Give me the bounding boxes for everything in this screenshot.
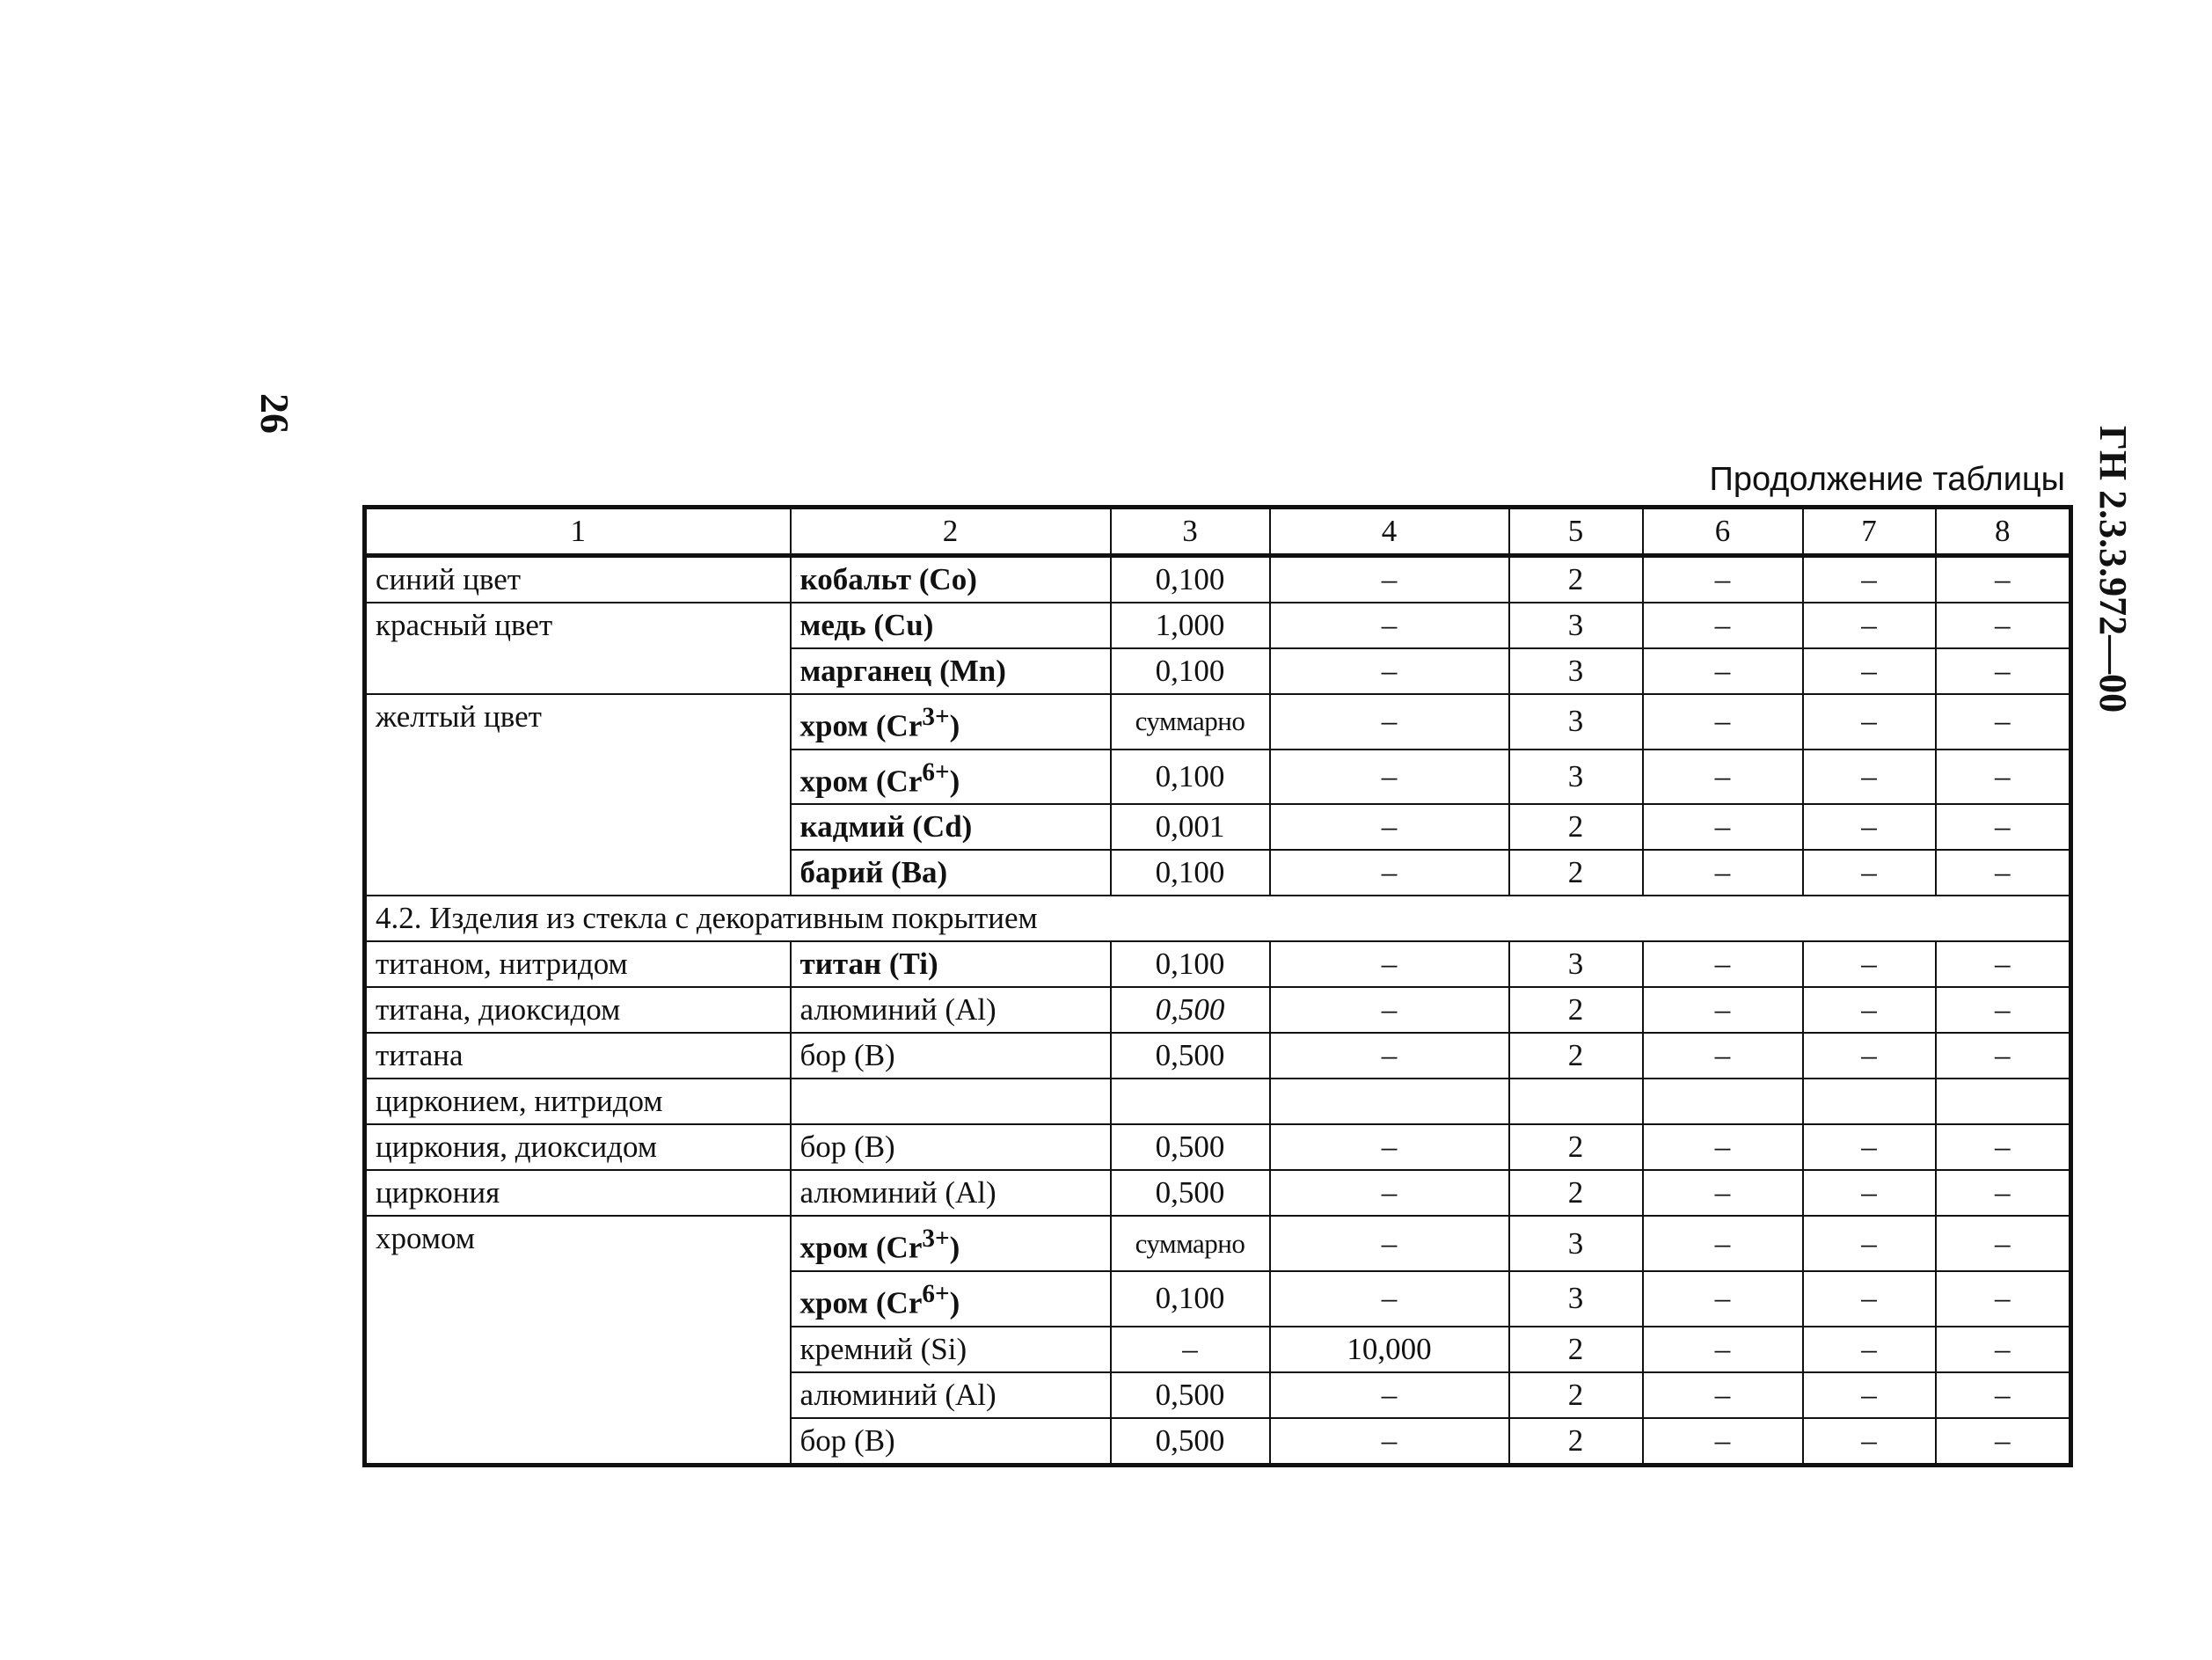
value-cell: 0,100 [1111, 850, 1270, 896]
value-cell: 3 [1509, 941, 1643, 987]
value-cell: – [1936, 648, 2071, 694]
header-cell: 1 [365, 508, 791, 556]
product-cell: титаном, нитридом [365, 941, 791, 987]
value-cell: 0,500 [1111, 1418, 1270, 1466]
value-cell: 0,500 [1111, 1033, 1270, 1079]
value-cell: – [1270, 750, 1509, 805]
value-cell: – [1936, 1372, 2071, 1418]
value-cell: – [1643, 1271, 1803, 1327]
ion-charge: 6+ [922, 757, 950, 786]
value-cell: – [1803, 1271, 1936, 1327]
table-row [365, 987, 2071, 1033]
value-cell: 2 [1509, 1033, 1643, 1079]
substance-name: хром (Cr [799, 708, 923, 743]
substance-name: хром (Cr [799, 764, 923, 799]
empty-cell [791, 1079, 1111, 1124]
value-cell: – [1643, 694, 1803, 750]
product-cell: красный цвет [365, 603, 791, 694]
product-cell: хромом [365, 1216, 791, 1465]
substance-close: ) [949, 1230, 960, 1265]
empty-cell [1643, 1079, 1803, 1124]
value-cell: 0,001 [1111, 804, 1270, 850]
norms-table [362, 505, 2073, 1467]
value-cell: – [1643, 850, 1803, 896]
value-cell: – [1270, 694, 1509, 750]
substance-cell: барий (Ba) [791, 850, 1111, 896]
value-cell: – [1270, 603, 1509, 648]
empty-cell [1111, 1079, 1270, 1124]
value-cell: – [1270, 1170, 1509, 1216]
value-cell: – [1803, 1327, 1936, 1372]
value-cell: 2 [1509, 987, 1643, 1033]
value-cell: – [1270, 941, 1509, 987]
value-cell: – [1643, 804, 1803, 850]
value-cell: 3 [1509, 648, 1643, 694]
substance-cell: алюминий (Al) [791, 1372, 1111, 1418]
value-cell: – [1936, 1271, 2071, 1327]
substance-close: ) [949, 708, 960, 743]
section-row [365, 896, 2071, 941]
substance-cell [791, 694, 1111, 750]
value-cell: – [1936, 694, 2071, 750]
value-cell: – [1643, 1033, 1803, 1079]
value-cell: суммарно [1111, 1216, 1270, 1271]
value-cell: 0,100 [1111, 1271, 1270, 1327]
value-cell: – [1803, 694, 1936, 750]
substance-cell: титан (Ti) [791, 941, 1111, 987]
value-cell: 0,100 [1111, 941, 1270, 987]
value-cell: 2 [1509, 804, 1643, 850]
value-cell: 0,100 [1111, 648, 1270, 694]
value-cell: – [1803, 648, 1936, 694]
table-header-row [365, 508, 2071, 556]
table-continuation-label: Продолжение таблицы [1709, 461, 2065, 498]
value-cell: – [1803, 750, 1936, 805]
substance-cell: алюминий (Al) [791, 1170, 1111, 1216]
value-cell: 0,500 [1111, 1372, 1270, 1418]
substance-cell: алюминий (Al) [791, 987, 1111, 1033]
value-cell: – [1803, 987, 1936, 1033]
value-cell: – [1270, 648, 1509, 694]
substance-cell: кадмий (Cd) [791, 804, 1111, 850]
substance-cell: бор (B) [791, 1124, 1111, 1170]
value-cell: 3 [1509, 1216, 1643, 1271]
value-cell: 3 [1509, 694, 1643, 750]
header-cell: 7 [1803, 508, 1936, 556]
product-cell: циркония [365, 1170, 791, 1216]
value-cell: – [1936, 603, 2071, 648]
value-cell: – [1803, 850, 1936, 896]
value-cell: 3 [1509, 1271, 1643, 1327]
value-cell: 0,100 [1111, 556, 1270, 603]
section-title: 4.2. Изделия из стекла с декоративным покрытием [365, 896, 2071, 941]
value-cell: – [1270, 1372, 1509, 1418]
value-cell: – [1936, 987, 2071, 1033]
value-cell: суммарно [1111, 694, 1270, 750]
value-cell: – [1270, 1124, 1509, 1170]
ion-charge: 6+ [922, 1279, 950, 1308]
product-cell: цирконием, нитридом [365, 1079, 791, 1124]
value-cell: – [1643, 556, 1803, 603]
header-cell: 4 [1270, 508, 1509, 556]
table-row [365, 1033, 2071, 1079]
value-cell: 2 [1509, 850, 1643, 896]
table-row [365, 1170, 2071, 1216]
value-cell: 10,000 [1270, 1327, 1509, 1372]
substance-close: ) [949, 1285, 960, 1320]
substance-name: хром (Cr [799, 1230, 923, 1265]
substance-cell [791, 1216, 1111, 1271]
value-cell: – [1643, 1372, 1803, 1418]
value-cell: – [1643, 1124, 1803, 1170]
empty-cell [1936, 1079, 2071, 1124]
header-cell: 3 [1111, 508, 1270, 556]
table-row [365, 694, 2071, 750]
table-row [365, 1124, 2071, 1170]
value-cell: 0,500 [1111, 987, 1270, 1033]
substance-name: хром (Cr [799, 1285, 923, 1320]
value-cell: – [1643, 1170, 1803, 1216]
value-cell: – [1803, 804, 1936, 850]
substance-cell: кремний (Si) [791, 1327, 1111, 1372]
value-cell: – [1803, 1216, 1936, 1271]
value-cell: – [1270, 1033, 1509, 1079]
product-cell: титана [365, 1033, 791, 1079]
value-cell: – [1270, 1216, 1509, 1271]
table-row [365, 1216, 2071, 1271]
table-row [365, 556, 2071, 603]
value-cell: – [1643, 941, 1803, 987]
value-cell: – [1270, 987, 1509, 1033]
product-cell: циркония, диоксидом [365, 1124, 791, 1170]
table-row [365, 603, 2071, 648]
empty-cell [1270, 1079, 1509, 1124]
value-cell: 2 [1509, 1372, 1643, 1418]
substance-cell: медь (Cu) [791, 603, 1111, 648]
value-cell: – [1270, 556, 1509, 603]
ion-charge: 3+ [922, 1225, 950, 1254]
value-cell: – [1936, 1124, 2071, 1170]
product-cell: синий цвет [365, 556, 791, 603]
substance-close: ) [949, 764, 960, 799]
value-cell: – [1803, 1372, 1936, 1418]
empty-cell [1509, 1079, 1643, 1124]
value-cell: – [1803, 1124, 1936, 1170]
value-cell: 3 [1509, 603, 1643, 648]
value-cell: – [1936, 556, 2071, 603]
header-cell: 6 [1643, 508, 1803, 556]
substance-cell: марганец (Mn) [791, 648, 1111, 694]
value-cell: 1,000 [1111, 603, 1270, 648]
value-cell: 0,500 [1111, 1124, 1270, 1170]
table-row [365, 1079, 2071, 1124]
value-cell: – [1936, 1327, 2071, 1372]
value-cell: – [1803, 556, 1936, 603]
value-cell: – [1270, 1418, 1509, 1466]
value-cell: – [1936, 850, 2071, 896]
substance-cell: бор (B) [791, 1033, 1111, 1079]
empty-cell [1803, 1079, 1936, 1124]
value-cell: – [1936, 1033, 2071, 1079]
value-cell: – [1936, 1418, 2071, 1466]
value-cell: – [1803, 603, 1936, 648]
value-cell: 2 [1509, 1418, 1643, 1466]
value-cell: – [1270, 804, 1509, 850]
header-cell: 2 [791, 508, 1111, 556]
value-cell: – [1643, 648, 1803, 694]
value-cell: – [1270, 1271, 1509, 1327]
document-code: ГН 2.3.3.972—00 [2092, 425, 2135, 713]
value-cell: – [1803, 1033, 1936, 1079]
value-cell: – [1643, 750, 1803, 805]
value-cell: – [1803, 1418, 1936, 1466]
value-cell: – [1643, 1327, 1803, 1372]
page-number: 26 [252, 393, 297, 434]
table-row [365, 941, 2071, 987]
value-cell: – [1936, 1170, 2071, 1216]
value-cell: – [1643, 1216, 1803, 1271]
value-cell: – [1936, 750, 2071, 805]
product-cell: титана, диоксидом [365, 987, 791, 1033]
value-cell: – [1643, 1418, 1803, 1466]
value-cell: 2 [1509, 1327, 1643, 1372]
value-cell: – [1643, 987, 1803, 1033]
product-cell: желтый цвет [365, 694, 791, 896]
ion-charge: 3+ [922, 703, 950, 731]
value-cell: – [1803, 941, 1936, 987]
value-cell: 2 [1509, 1170, 1643, 1216]
substance-cell [791, 750, 1111, 805]
value-cell: 0,500 [1111, 1170, 1270, 1216]
substance-cell: кобальт (Co) [791, 556, 1111, 603]
substance-cell [791, 1271, 1111, 1327]
header-cell: 8 [1936, 508, 2071, 556]
value-cell: 2 [1509, 556, 1643, 603]
value-cell: – [1936, 1216, 2071, 1271]
value-cell: – [1270, 850, 1509, 896]
substance-cell: бор (B) [791, 1418, 1111, 1466]
value-cell: – [1936, 804, 2071, 850]
header-cell: 5 [1509, 508, 1643, 556]
value-cell: – [1803, 1170, 1936, 1216]
value-cell: – [1936, 941, 2071, 987]
value-cell: 3 [1509, 750, 1643, 805]
value-cell: 2 [1509, 1124, 1643, 1170]
value-cell: 0,100 [1111, 750, 1270, 805]
value-cell: – [1643, 603, 1803, 648]
value-cell: – [1111, 1327, 1270, 1372]
